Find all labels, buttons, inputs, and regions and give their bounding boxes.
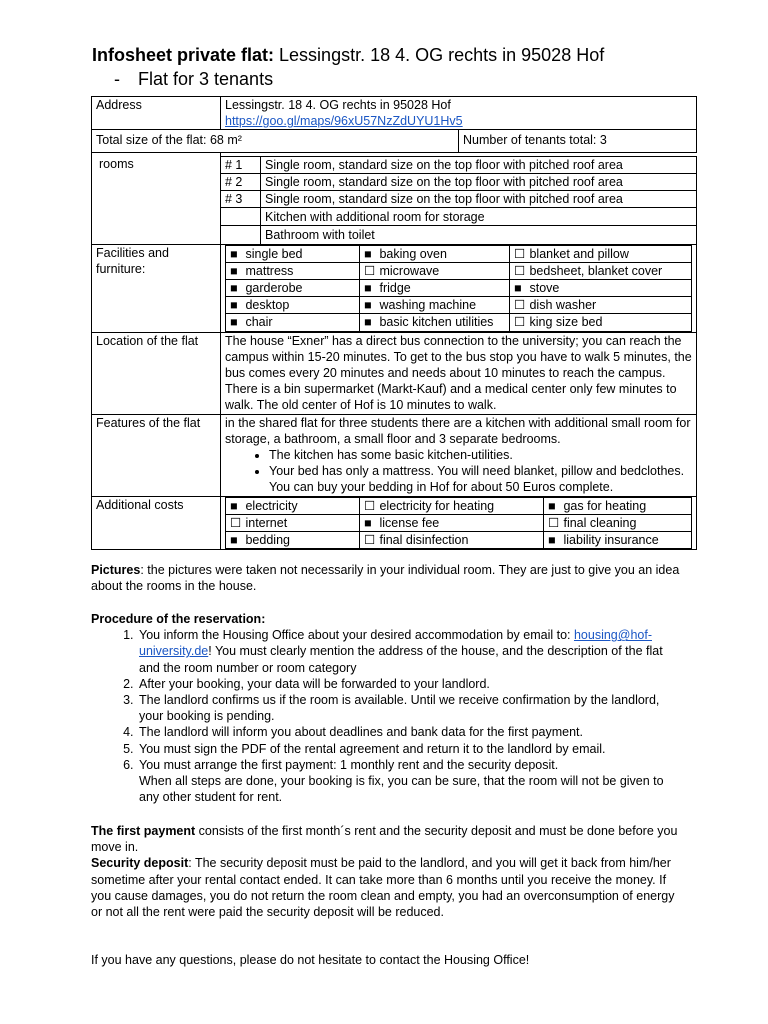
- features-label: Features of the flat: [92, 414, 221, 496]
- flat-info-table: [91, 96, 697, 550]
- address-label: Address: [92, 97, 221, 130]
- checkbox-icon: ■: [230, 281, 238, 296]
- cost-text: internet: [245, 515, 288, 530]
- pictures-bold: Pictures: [91, 563, 141, 577]
- subtitle-text: Flat for 3 tenants: [138, 69, 274, 89]
- costs-label: Additional costs: [92, 496, 221, 550]
- cost-item: [226, 532, 360, 549]
- checkbox-icon: ■: [230, 498, 238, 513]
- facility-item: [510, 245, 692, 262]
- facility-item: [510, 297, 692, 314]
- facility-text: dish washer: [529, 298, 597, 313]
- cost-row: [226, 514, 692, 531]
- facility-item: [510, 314, 692, 331]
- room-description: Bathroom with toilet: [261, 226, 697, 244]
- facility-text: bedsheet, blanket cover: [529, 263, 663, 278]
- room-row: [92, 156, 697, 173]
- facility-text: basic kitchen utilities: [379, 315, 494, 330]
- features-text: in the shared flat for three students there are a kitchen with additional small room for storage, a bathroom, a small floor and 3 separate bedrooms.: [225, 415, 691, 446]
- checkbox-icon: ☐: [514, 246, 526, 261]
- checkbox-icon: ■: [364, 281, 372, 296]
- features-bullet: • Your bed has only a mattress. You will need blanket, pillow and bedclothes. You can buy your bedding in Hof for about 50 Euros complete.: [269, 463, 692, 495]
- features-row: [92, 414, 697, 496]
- address-value: Lessingstr. 18 4. OG rechts in 95028 Hof: [225, 98, 451, 112]
- facility-row: [226, 245, 692, 262]
- size-row: [92, 130, 697, 152]
- checkbox-icon: ■: [230, 263, 238, 278]
- subtitle-dash: -: [114, 69, 120, 89]
- facility-row: [226, 297, 692, 314]
- checkbox-icon: ■: [364, 298, 372, 313]
- room-number: # 2: [221, 173, 261, 190]
- page-title: [92, 44, 604, 66]
- step-text: You inform the Housing Office about your desired accommodation by email to:: [139, 628, 574, 643]
- features-cell: [221, 414, 697, 496]
- facilities-row: [92, 244, 697, 332]
- location-text: The house “Exner” has a direct bus connection to the university; you can reach the campus within 15-20 minutes. To get to the bus stop you have to walk 5 minutes, the bus comes every 20 minutes and needs about 10 minutes to reach the campus. There is a bin supermarket (Markt-Kauf) and a medical center only few minutes to walk. The old center of Hof is 10 minutes to walk.: [221, 332, 697, 414]
- room-number: # 1: [221, 156, 261, 173]
- facility-text: fridge: [379, 281, 411, 296]
- facility-item: [226, 297, 360, 314]
- procedure-section: [91, 611, 681, 805]
- checkbox-icon: ■: [364, 315, 372, 330]
- procedure-step: [137, 757, 681, 806]
- step-text: You must arrange the first payment: 1 monthly rent and the security deposit.: [139, 757, 559, 772]
- procedure-heading: Procedure of the reservation:: [91, 612, 266, 626]
- cost-item: [544, 497, 692, 514]
- step-extra-text: When all steps are done, your booking is fix, you can be sure, that the room will not be given to any other student for rent.: [139, 774, 664, 805]
- page-subtitle: [114, 68, 273, 90]
- cost-text: gas for heating: [563, 498, 647, 513]
- title-bold: Infosheet private flat:: [92, 45, 275, 65]
- procedure-step: 3. The landlord confirms us if the room is available. Until we receive confirmation by the landlord, your booking is pending.: [137, 692, 681, 724]
- cost-text: license fee: [379, 515, 440, 530]
- deposit-text: : The security deposit must be paid to the landlord, and you will get it back from him/her sometime after your rental contact ended. It can take more than 6 months until you receive the money. If you cause damages, you do not return the room clean and empty, you had an overconsumption of energy or not all the rent were paid the security deposit will be reduced.: [91, 856, 675, 920]
- procedure-step: 2. After your booking, your data will be forwarded to your landlord.: [137, 676, 681, 692]
- rooms-label: [92, 156, 221, 244]
- facility-item: [226, 262, 360, 279]
- procedure-step: [137, 627, 681, 676]
- rooms-label-text: rooms: [99, 157, 134, 172]
- costs-row: [92, 496, 697, 550]
- facility-item: [360, 245, 510, 262]
- address-map-link[interactable]: https://goo.gl/maps/96xU57NzZdUYU1Hv5: [225, 114, 463, 129]
- checkbox-icon: ■: [548, 498, 556, 513]
- facility-text: mattress: [245, 263, 294, 278]
- checkbox-icon: ■: [548, 533, 556, 548]
- features-bullet: • The kitchen has some basic kitchen-utilities.: [269, 447, 692, 463]
- costs-grid: [225, 497, 692, 550]
- facility-text: king size bed: [529, 315, 603, 330]
- cost-item: [360, 497, 544, 514]
- checkbox-icon: ☐: [514, 263, 526, 278]
- checkbox-icon: ■: [514, 281, 522, 296]
- room-description: Single room, standard size on the top floor with pitched roof area: [261, 156, 697, 173]
- checkbox-icon: ☐: [548, 515, 560, 530]
- cost-row: [226, 497, 692, 514]
- footer-note: If you have any questions, please do not hesitate to contact the Housing Office!: [91, 953, 530, 967]
- cost-text: electricity for heating: [379, 498, 495, 513]
- step-text: ! You must clearly mention the address of the house, and the description of the flat and the room number or room category: [139, 644, 663, 675]
- facility-row: [226, 262, 692, 279]
- location-row: [92, 332, 697, 414]
- facility-item: [226, 314, 360, 331]
- facilities-label: Facilities and furniture:: [92, 244, 221, 332]
- facility-text: desktop: [245, 298, 290, 313]
- room-description: Single room, standard size on the top floor with pitched roof area: [261, 173, 697, 190]
- first-payment-text: consists of the first month´s rent and the security deposit and must be done before you move in.: [91, 824, 678, 855]
- location-label: Location of the flat: [92, 332, 221, 414]
- room-number: # 3: [221, 191, 261, 208]
- facility-text: baking oven: [379, 246, 447, 261]
- checkbox-icon: ■: [364, 515, 372, 530]
- facility-text: washing machine: [379, 298, 477, 313]
- checkbox-icon: ■: [230, 315, 238, 330]
- cost-item: [360, 514, 544, 531]
- facility-item: [360, 280, 510, 297]
- costs-cell: [221, 496, 697, 550]
- facility-text: microwave: [379, 263, 440, 278]
- housing-email-link[interactable]: housing@hof-university.de: [139, 628, 652, 659]
- facility-text: garderobe: [245, 281, 303, 296]
- checkbox-icon: ■: [230, 246, 238, 261]
- checkbox-icon: ■: [364, 246, 372, 261]
- checkbox-icon: ☐: [230, 515, 242, 530]
- facility-text: single bed: [245, 246, 303, 261]
- features-list: [225, 447, 692, 496]
- checkbox-icon: ■: [230, 533, 238, 548]
- facility-item: [226, 280, 360, 297]
- pictures-text: : the pictures were taken not necessarily in your individual room. They are just to give you an idea about the rooms in the house.: [91, 563, 680, 594]
- checkbox-icon: ■: [230, 298, 238, 313]
- facility-item: [360, 297, 510, 314]
- facility-text: stove: [529, 281, 560, 296]
- room-description: Single room, standard size on the top floor with pitched roof area: [261, 191, 697, 208]
- title-address: Lessingstr. 18 4. OG rechts in 95028 Hof: [274, 45, 605, 65]
- checkbox-icon: ☐: [514, 315, 526, 330]
- cost-item: [226, 514, 360, 531]
- address-cell: [221, 97, 697, 130]
- checkbox-icon: ☐: [364, 498, 376, 513]
- first-payment-bold: The first payment: [91, 824, 196, 838]
- facility-text: blanket and pillow: [529, 246, 629, 261]
- procedure-step: 5. You must sign the PDF of the rental agreement and return it to the landlord by email.: [137, 741, 681, 757]
- first-payment-note: [91, 823, 681, 920]
- facility-row: [226, 280, 692, 297]
- room-number: [221, 208, 261, 226]
- facility-text: chair: [245, 315, 273, 330]
- facility-row: [226, 314, 692, 331]
- checkbox-icon: ☐: [514, 298, 526, 313]
- cost-text: final cleaning: [563, 515, 637, 530]
- cost-text: liability insurance: [563, 533, 659, 548]
- cost-row: [226, 532, 692, 549]
- cost-item: [544, 532, 692, 549]
- checkbox-icon: ☐: [364, 263, 376, 278]
- facility-item: [360, 314, 510, 331]
- size-label: Total size of the flat: 68 m²: [92, 130, 459, 152]
- facilities-cell: [221, 244, 697, 332]
- facilities-grid: [225, 245, 692, 332]
- cost-text: bedding: [245, 533, 290, 548]
- pictures-note: [91, 562, 681, 594]
- cost-text: electricity: [245, 498, 298, 513]
- facility-item: [226, 245, 360, 262]
- facility-item: [510, 280, 692, 297]
- deposit-bold: Security deposit: [91, 856, 189, 871]
- tenants-label: Number of tenants total: 3: [459, 130, 697, 152]
- room-description: Kitchen with additional room for storage: [261, 208, 697, 226]
- cost-item: [360, 532, 544, 549]
- address-row: [92, 97, 697, 130]
- cost-text: final disinfection: [379, 533, 469, 548]
- cost-item: [544, 514, 692, 531]
- room-number: [221, 226, 261, 244]
- facility-item: [360, 262, 510, 279]
- checkbox-icon: ☐: [364, 533, 376, 548]
- facility-item: [510, 262, 692, 279]
- cost-item: [226, 497, 360, 514]
- procedure-step: 4. The landlord will inform you about deadlines and bank data for the first payment.: [137, 724, 681, 740]
- procedure-list: [91, 627, 681, 805]
